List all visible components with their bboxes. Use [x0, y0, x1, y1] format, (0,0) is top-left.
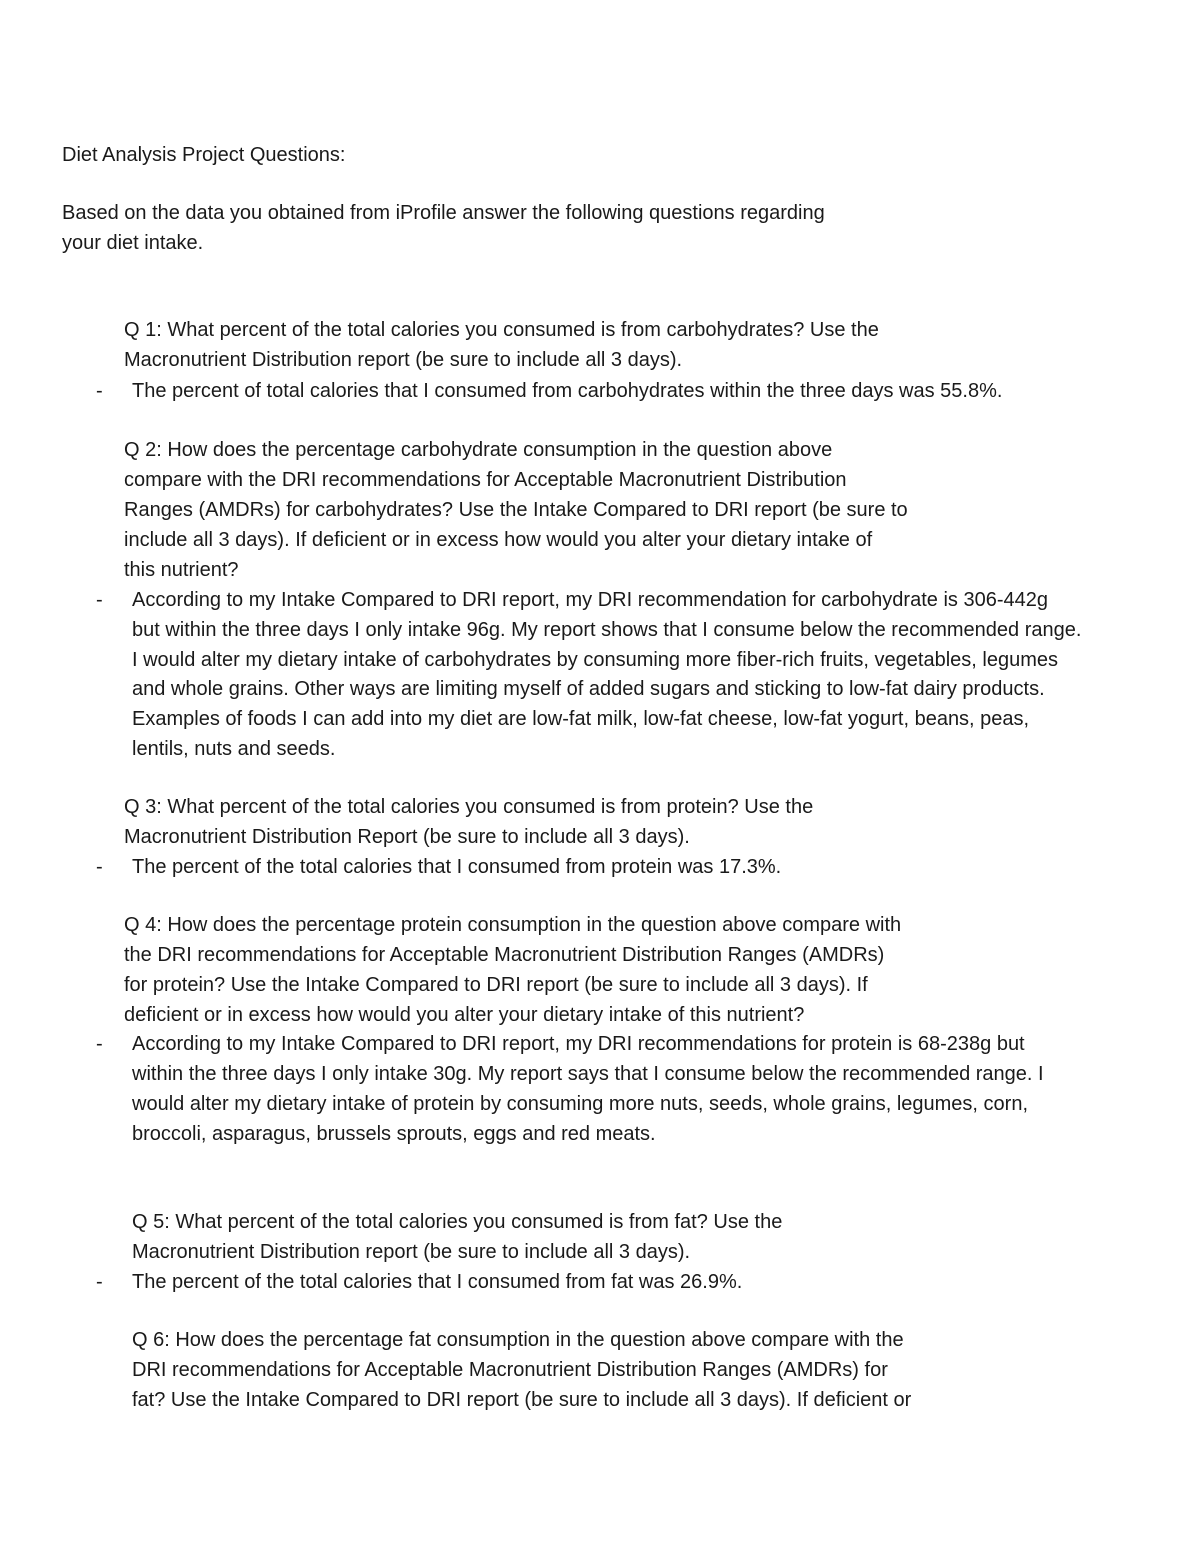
document-title: Diet Analysis Project Questions:	[62, 144, 346, 166]
intro-line: your diet intake.	[62, 232, 204, 254]
q6-question: fat? Use the Intake Compared to DRI report (be sure to include all 3 days). If deficient or	[132, 1389, 912, 1411]
answer-bullet: -	[96, 1271, 103, 1293]
q2-answer: but within the three days I only intake 96g. My report shows that I consume below the recommended range.	[132, 619, 1082, 641]
q6-question: Q 6: How does the percentage fat consumption in the question above compare with the	[132, 1329, 904, 1351]
answer-bullet: -	[96, 856, 103, 878]
answer-bullet: -	[96, 589, 103, 611]
q4-answer: According to my Intake Compared to DRI report, my DRI recommendations for protein is 68-238g but	[132, 1033, 1025, 1055]
q4-question: for protein? Use the Intake Compared to DRI report (be sure to include all 3 days). If	[124, 974, 868, 996]
q2-answer: and whole grains. Other ways are limiting myself of added sugars and sticking to low-fat dairy products.	[132, 678, 1045, 700]
q3-question: Q 3: What percent of the total calories you consumed is from protein? Use the	[124, 796, 814, 818]
q2-question: this nutrient?	[124, 559, 239, 581]
answer-bullet: -	[96, 1033, 103, 1055]
q2-question: Q 2: How does the percentage carbohydrate consumption in the question above	[124, 439, 833, 461]
q4-answer: within the three days I only intake 30g. My report says that I consume below the recommended range. I	[132, 1063, 1044, 1085]
q1-answer: The percent of total calories that I consumed from carbohydrates within the three days was 55.8%.	[132, 380, 1003, 402]
q2-answer: I would alter my dietary intake of carbohydrates by consuming more fiber-rich fruits, vegetables, legumes	[132, 649, 1058, 671]
q2-answer: lentils, nuts and seeds.	[132, 738, 336, 760]
q6-question: DRI recommendations for Acceptable Macronutrient Distribution Ranges (AMDRs) for	[132, 1359, 888, 1381]
intro-line: Based on the data you obtained from iProfile answer the following questions regarding	[62, 202, 825, 224]
q1-question: Macronutrient Distribution report (be sure to include all 3 days).	[124, 349, 683, 371]
q4-question: Q 4: How does the percentage protein consumption in the question above compare with	[124, 914, 902, 936]
q5-question: Q 5: What percent of the total calories you consumed is from fat? Use the	[132, 1211, 783, 1233]
q2-answer: Examples of foods I can add into my diet are low-fat milk, low-fat cheese, low-fat yogurt, beans, peas,	[132, 708, 1030, 730]
q2-question: compare with the DRI recommendations for Acceptable Macronutrient Distribution	[124, 469, 847, 491]
q2-answer: According to my Intake Compared to DRI report, my DRI recommendation for carbohydrate is 306-442g	[132, 589, 1048, 611]
q1-question: Q 1: What percent of the total calories you consumed is from carbohydrates? Use the	[124, 319, 879, 341]
q2-question: Ranges (AMDRs) for carbohydrates? Use the Intake Compared to DRI report (be sure to	[124, 499, 908, 521]
q5-question: Macronutrient Distribution report (be sure to include all 3 days).	[132, 1241, 691, 1263]
q4-question: the DRI recommendations for Acceptable Macronutrient Distribution Ranges (AMDRs)	[124, 944, 885, 966]
q4-answer: would alter my dietary intake of protein by consuming more nuts, seeds, whole grains, legumes, corn,	[132, 1093, 1028, 1115]
q3-answer: The percent of the total calories that I consumed from protein was 17.3%.	[132, 856, 782, 878]
answer-bullet: -	[96, 380, 103, 402]
q2-question: include all 3 days). If deficient or in excess how would you alter your dietary intake of	[124, 529, 873, 551]
q3-question: Macronutrient Distribution Report (be sure to include all 3 days).	[124, 826, 690, 848]
q5-answer: The percent of the total calories that I consumed from fat was 26.9%.	[132, 1271, 743, 1293]
q4-question: deficient or in excess how would you alter your dietary intake of this nutrient?	[124, 1004, 805, 1026]
q4-answer: broccoli, asparagus, brussels sprouts, eggs and red meats.	[132, 1123, 656, 1145]
